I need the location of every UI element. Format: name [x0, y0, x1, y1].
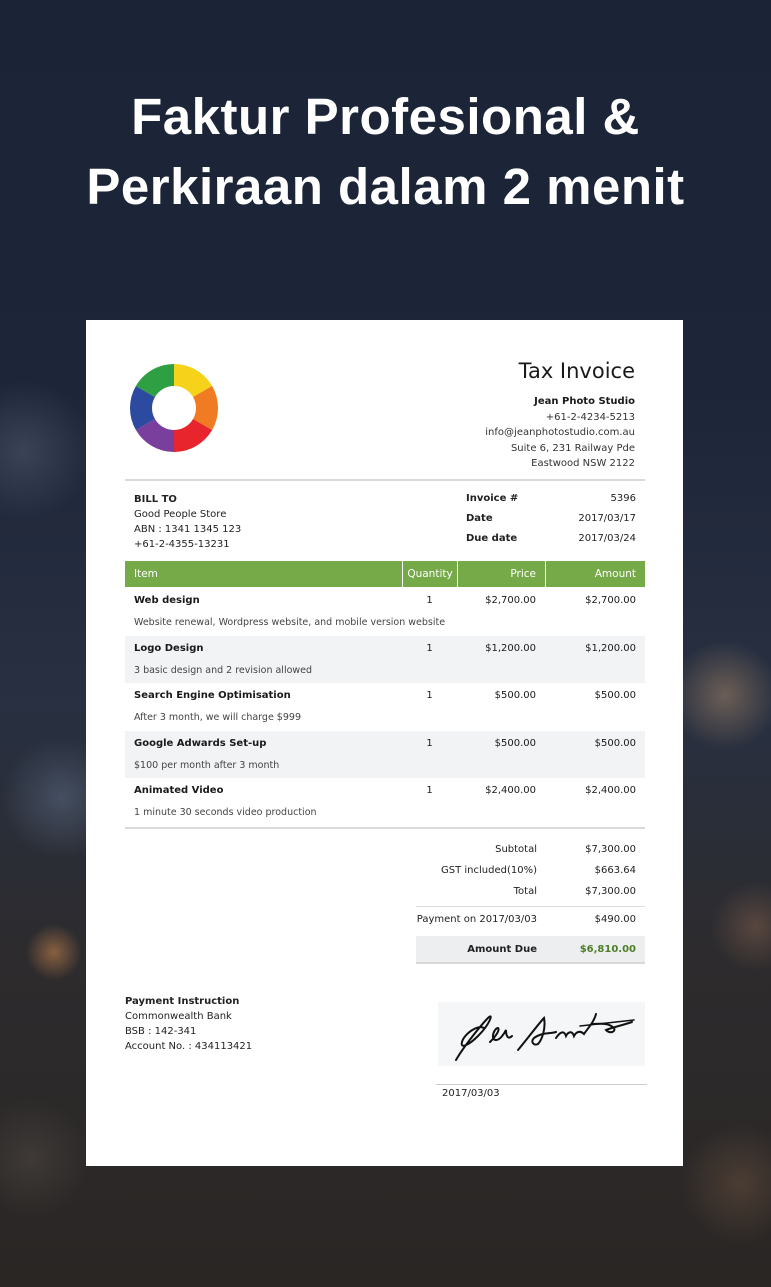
subtotal-label: Subtotal	[495, 844, 537, 855]
headline-line-2: Perkiraan dalam 2 menit	[86, 158, 685, 215]
total-row	[416, 881, 645, 902]
item-amount: $2,400.00	[585, 785, 636, 796]
item-name: Web design	[134, 595, 200, 606]
item-description: After 3 month, we will charge $999	[134, 712, 301, 723]
item-price: $500.00	[494, 737, 536, 749]
item-description: $100 per month after 3 month	[134, 759, 280, 771]
item-quantity: 1	[426, 595, 433, 606]
item-price: $2,700.00	[485, 595, 536, 606]
table-row	[125, 588, 645, 636]
table-row	[125, 636, 645, 684]
item-amount: $500.00	[594, 690, 636, 701]
bill-to-label: BILL TO	[134, 494, 177, 505]
client-abn: ABN : 1341 1345 123	[134, 524, 242, 535]
company-phone: +61-2-4234-5213	[545, 411, 635, 423]
signature-date: 2017/03/03	[442, 1088, 500, 1099]
client-name: Good People Store	[134, 509, 227, 520]
item-name: Search Engine Optimisation	[134, 690, 291, 701]
column-header-item: Item	[134, 568, 158, 580]
bsb-number: BSB : 142-341	[125, 1026, 197, 1037]
bank-name: Commonwealth Bank	[125, 1011, 232, 1022]
table-row	[125, 778, 645, 826]
item-name: Logo Design	[134, 642, 204, 654]
item-quantity: 1	[426, 785, 433, 796]
due-date: 2017/03/24	[578, 533, 636, 544]
bill-to	[134, 492, 241, 552]
headline-line-1: Faktur Profesional &	[131, 88, 640, 145]
invoice-preview	[86, 320, 683, 1166]
column-header-amount: Amount	[545, 561, 645, 587]
item-description: 1 minute 30 seconds video production	[134, 807, 317, 818]
payment-row	[416, 906, 645, 932]
invoice-number-label: Invoice #	[466, 493, 519, 504]
client-phone: +61-2-4355-13231	[134, 539, 230, 550]
divider	[125, 479, 645, 481]
item-amount: $1,200.00	[585, 642, 636, 654]
item-price: $500.00	[494, 690, 536, 701]
item-amount: $2,700.00	[585, 595, 636, 606]
items-table-header	[125, 561, 645, 587]
invoice-title: Tax Invoice	[518, 359, 635, 383]
company-address-2: Eastwood NSW 2122	[531, 458, 635, 469]
items-table-body	[125, 588, 645, 826]
totals	[416, 839, 645, 964]
item-price: $2,400.00	[485, 785, 536, 796]
headline	[0, 82, 771, 222]
amount-due-row	[416, 936, 645, 964]
column-header-quantity: Quantity	[402, 561, 457, 587]
total-value: $7,300.00	[585, 886, 636, 897]
payment-value: $490.00	[594, 914, 636, 925]
item-name: Animated Video	[134, 785, 224, 796]
due-date-row	[466, 532, 636, 552]
due-date-label: Due date	[466, 533, 518, 544]
item-description: 3 basic design and 2 revision allowed	[134, 664, 313, 676]
gst-label: GST included(10%)	[441, 865, 537, 876]
item-quantity: 1	[426, 642, 433, 654]
payment-instruction	[125, 994, 252, 1054]
item-price: $1,200.00	[485, 642, 536, 654]
account-number: Account No. : 434113421	[125, 1041, 253, 1052]
divider	[125, 827, 645, 829]
signature-line	[436, 1084, 647, 1085]
invoice-meta	[466, 492, 636, 552]
company-address-1: Suite 6, 231 Railway Pde	[510, 442, 635, 454]
gst-row	[416, 860, 645, 881]
item-name: Google Adwards Set-up	[134, 737, 267, 749]
amount-due-value: $6,810.00	[579, 944, 636, 955]
item-amount: $500.00	[594, 737, 636, 749]
signature-icon	[438, 1002, 645, 1066]
invoice-date-row	[466, 512, 636, 532]
item-quantity: 1	[426, 690, 433, 701]
item-description: Website renewal, Wordpress website, and mobile version website	[134, 617, 446, 628]
gst-value: $663.64	[594, 865, 636, 876]
company-logo-icon	[130, 364, 218, 452]
subtotal-row	[416, 839, 645, 860]
company-info	[485, 358, 635, 472]
company-name: Jean Photo Studio	[534, 396, 635, 407]
invoice-number: 5396	[610, 493, 636, 504]
total-label: Total	[513, 886, 537, 897]
table-row	[125, 731, 645, 779]
amount-due-label: Amount Due	[467, 944, 537, 955]
signature	[438, 1002, 645, 1066]
company-email: info@jeanphotostudio.com.au	[485, 427, 635, 438]
invoice-number-row	[466, 492, 636, 512]
invoice-date-label: Date	[466, 513, 493, 524]
table-row	[125, 683, 645, 731]
payment-instruction-label: Payment Instruction	[125, 996, 240, 1007]
payment-label: Payment on 2017/03/03	[416, 914, 537, 925]
invoice-date: 2017/03/17	[578, 513, 636, 524]
item-quantity: 1	[426, 737, 433, 749]
subtotal-value: $7,300.00	[585, 844, 636, 855]
column-header-price: Price	[457, 561, 545, 587]
